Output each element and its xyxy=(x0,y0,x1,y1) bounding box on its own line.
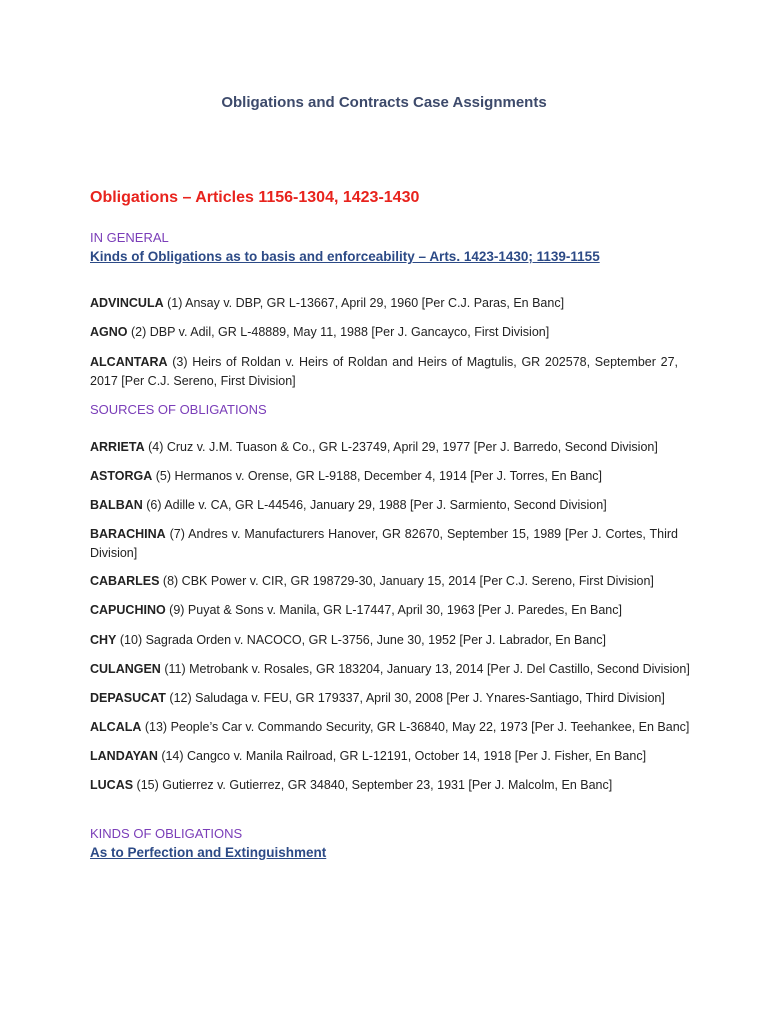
student-name: ALCALA xyxy=(90,720,142,734)
case-details: (8) CBK Power v. CIR, GR 198729-30, January 15, 2014 [Per C.J. Sereno, First Division] xyxy=(159,574,654,588)
case-details: (13) People’s Car v. Commando Security, GR L-36840, May 22, 1973 [Per J. Teehankee, En Banc] xyxy=(141,720,690,734)
case-details: (10) Sagrada Orden v. NACOCO, GR L-3756, June 30, 1952 [Per J. Labrador, En Banc] xyxy=(116,633,607,647)
case-entry xyxy=(90,496,607,515)
student-name: ADVINCULA xyxy=(90,296,164,310)
student-name: LUCAS xyxy=(90,778,134,792)
case-entry xyxy=(90,323,549,342)
section-heading-kinds: KINDS OF OBLIGATIONS xyxy=(90,826,243,841)
student-name: CAPUCHINO xyxy=(90,603,166,617)
case-entry xyxy=(90,776,612,795)
student-name: ASTORGA xyxy=(90,469,153,483)
case-details: (6) Adille v. CA, GR L-44546, January 29, 1988 [Per J. Sarmiento, Second Division] xyxy=(142,498,607,512)
case-details: (9) Puyat & Sons v. Manila, GR L-17447, April 30, 1963 [Per J. Paredes, En Banc] xyxy=(165,603,622,617)
student-name: BALBAN xyxy=(90,498,143,512)
student-name: BARACHINA xyxy=(90,527,166,541)
case-entry xyxy=(90,294,564,313)
case-details: (14) Cangco v. Manila Railroad, GR L-12191, October 14, 1918 [Per J. Fisher, En Banc] xyxy=(157,749,647,763)
subheading-perfection-extinguishment: As to Perfection and Extinguishment xyxy=(90,845,327,860)
student-name: AGNO xyxy=(90,325,128,339)
case-details: (2) DBP v. Adil, GR L-48889, May 11, 1988 [Per J. Gancayco, First Division] xyxy=(127,325,550,339)
case-entry xyxy=(90,438,658,457)
student-name: LANDAYAN xyxy=(90,749,158,763)
student-name: CULANGEN xyxy=(90,662,161,676)
case-entry xyxy=(90,718,689,737)
case-details: (1) Ansay v. DBP, GR L-13667, April 29, 1960 [Per C.J. Paras, En Banc] xyxy=(163,296,565,310)
student-name: CABARLES xyxy=(90,574,160,588)
student-name: ALCANTARA xyxy=(90,355,168,369)
case-details: (4) Cruz v. J.M. Tuason & Co., GR L-23749, April 29, 1977 [Per J. Barredo, Second Division] xyxy=(144,440,658,454)
case-entry xyxy=(90,353,678,391)
case-details: (3) Heirs of Roldan v. Heirs of Roldan and Heirs of Magtulis, GR 202578, September 27, 2017 [Per C.J. Sereno, First Division] xyxy=(90,355,678,388)
case-details: (7) Andres v. Manufacturers Hanover, GR 82670, September 15, 1989 [Per J. Cortes, Third Division] xyxy=(90,527,678,560)
case-details: (12) Saludaga v. FEU, GR 179337, April 30, 2008 [Per J. Ynares-Santiago, Third Division] xyxy=(165,691,665,705)
case-entry xyxy=(90,601,622,620)
case-entry xyxy=(90,467,602,486)
case-details: (15) Gutierrez v. Gutierrez, GR 34840, September 23, 1931 [Per J. Malcolm, En Banc] xyxy=(133,778,613,792)
case-details: (11) Metrobank v. Rosales, GR 183204, January 13, 2014 [Per J. Del Castillo, Second Division] xyxy=(160,662,690,676)
section-heading-in-general: IN GENERAL xyxy=(90,230,169,245)
case-entry xyxy=(90,689,665,708)
case-entry xyxy=(90,572,654,591)
case-entry xyxy=(90,631,606,650)
case-entry xyxy=(90,660,690,679)
document-title: Obligations and Contracts Case Assignments xyxy=(221,94,547,111)
student-name: CHY xyxy=(90,633,117,647)
student-name: DEPASUCAT xyxy=(90,691,166,705)
case-details: (5) Hermanos v. Orense, GR L-9188, December 4, 1914 [Per J. Torres, En Banc] xyxy=(152,469,603,483)
student-name: ARRIETA xyxy=(90,440,145,454)
case-entry xyxy=(90,525,678,563)
subheading-kinds-basis-enforceability: Kinds of Obligations as to basis and enforceability – Arts. 1423-1430; 1139-1155 xyxy=(90,249,600,264)
section-heading-sources: SOURCES OF OBLIGATIONS xyxy=(90,402,267,417)
case-entry xyxy=(90,747,646,766)
part-title: Obligations – Articles 1156-1304, 1423-1430 xyxy=(90,189,420,206)
